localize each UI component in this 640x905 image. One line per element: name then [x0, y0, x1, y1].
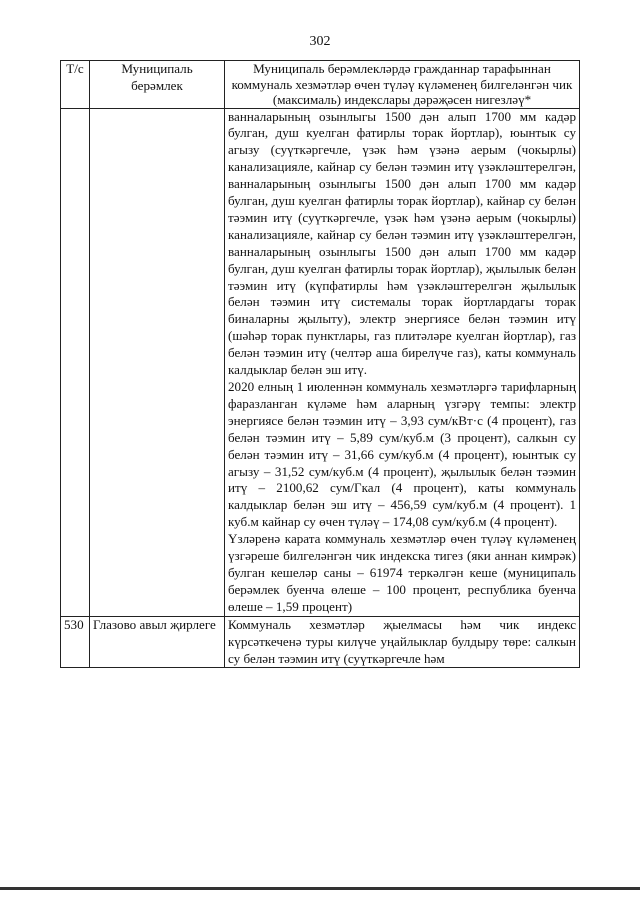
- table-row: [61, 616, 580, 668]
- cell-number-empty: [61, 108, 90, 616]
- paragraph-amenities: ванналарының озынлыгы 1500 дән алып 1700 мм кадәр булган, душ куелган фатирлы торак йортлар), юынтык су агызу (суүткәргечле, үзәк һәм үзәнә аерым (чокырлы) канализацияле, кайнар су белән тәэмин итү үзәкләштерелгән, ванналарының озынлыгы 1500 дән алып 1700 мм кадәр булган, душ куелган фатирлы торак йортлар), кайнар су белән тәэмин итү (суүткәргечле, үзәк һәм үзәнә аерым (чокырлы) канализацияле, кайнар су белән тәэмин итү үзәкләштерелгән, ванналарының озынлыгы 1500 дән алып 1700 мм кадәр булган, душ куелган фатирлы торак йортлар), җылылык белән тәэмин итү (күпфатирлы һәм үзәкләштерелгән җылылык белән тәэмин итү системалы торак йортлардагы торак биналарны җылыту), электр энергиясе белән тәэмин итү (шәһәр торак пунктлары, газ плитәләре куелган йортлар), газ белән тәэмин итү (челтәр аша бирелүче газ), каты коммуналь калдыклар белән эш итү.: [228, 108, 576, 378]
- paragraph-population: Үзләренә карата коммуналь хезмәтләр өчен түләү күләменең үзгәреше билгеләнгән чик индекска тигез (яки аннан кимрәк) булган кешеләр саны – 61974 теркәлгән кеше (муниципаль берәмлек буенча өлеше – 100 процент, республика буенча өлеше – 1,59 процент): [228, 531, 576, 614]
- header-municipality: Муниципаль берәмлек: [90, 61, 225, 109]
- row-municipality: Глазово авыл җирлеге: [90, 616, 225, 668]
- paragraph-tariffs: 2020 елның 1 июленнән коммуналь хезмәтләргә тарифларның фаразланган күләме һәм аларның үзгәрү темпы: электр энергиясе белән тәэмин итү – 3,93 сум/кВт·с (4 процент), газ белән тәэмин итү – 5,89 сум/куб.м (3 процент), салкын су белән тәэмин итү – 31,66 сум/куб.м (4 процент), юынтык су агызу – 31,52 сум/куб.м (4 процент), җылылык белән тәэмин итү – 2100,62 сум/Гкал (4 процент), каты коммуналь калдыклар белән эш итү – 456,59 сум/куб.м (4 процент). 1 куб.м кайнар су өчен түләү – 174,08 сум/куб.м (4 процент).: [228, 379, 576, 530]
- cell-justification-continued: [225, 108, 580, 616]
- row-number: 530: [61, 616, 90, 668]
- header-number: Т/с: [61, 61, 90, 109]
- scan-edge-line: [0, 887, 640, 890]
- row-justification: Коммуналь хезмәтләр җыелмасы һәм чик индекс күрсәткеченә туры килүче уңайлыклар булдыру төре: салкын су белән тәэмин итү (суүткәргечле һәм: [225, 616, 580, 668]
- header-justification: Муниципаль берәмлекләрдә гражданнар тарафыннан коммуналь хезмәтләр өчен түләү күләменең билгеләнгән чик (максималь) индекслары дәрәҗәсен нигезләү*: [225, 61, 580, 109]
- cell-municipality-empty: [90, 108, 225, 616]
- table-header-row: [61, 61, 580, 109]
- tariff-table: [60, 60, 580, 668]
- page-number: 302: [309, 34, 331, 49]
- table-row-continuation: [61, 108, 580, 616]
